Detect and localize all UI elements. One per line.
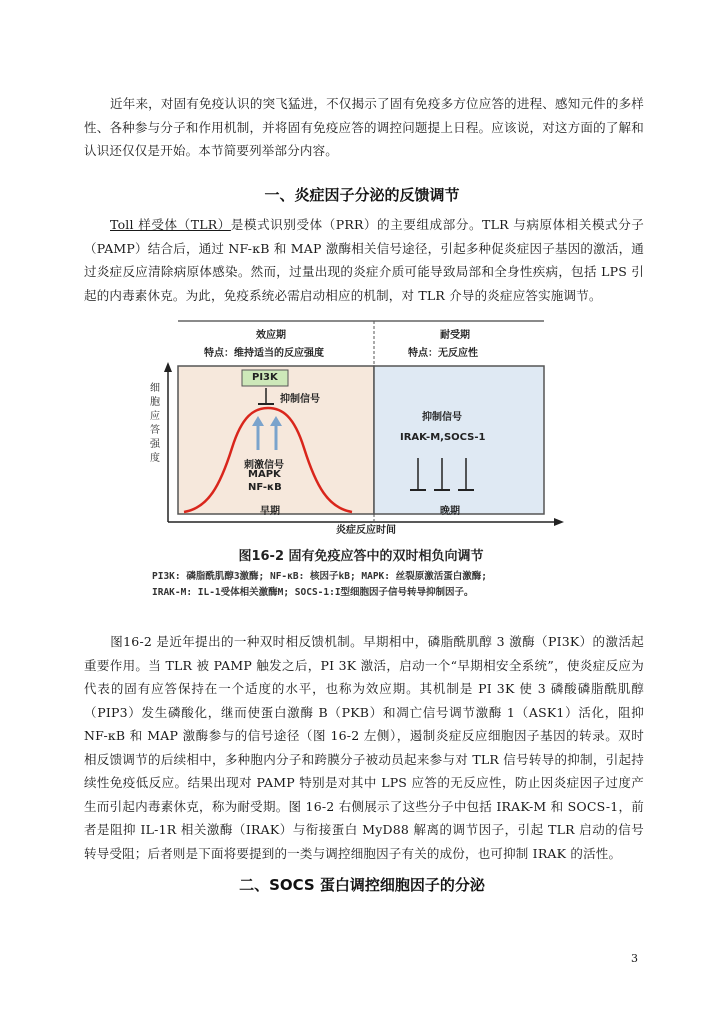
intro-text: 近年来，对固有免疫认识的突飞猛进，不仅揭示了固有免疫多方位应答的进程、感知元件的多样性、各种参与分子和作用机制，并将固有免疫应答的调控问题提上日程。应该说，对这方面的了解和认识还仅仅是开始。本节简要列举部分内容。 bbox=[84, 96, 644, 158]
x-axis-label: 炎症反应时间 bbox=[336, 525, 396, 536]
figure-abbreviations-1: PI3K: 磷脂酰肌醇3激酶; NF-κB: 核因子kB; MAPK: 丝裂原激活蛋白激酶; bbox=[152, 571, 487, 582]
mechanism-text: 图16-2 是近年提出的一种双时相反馈机制。早期相中，磷脂酰肌醇 3 激酶（PI3K）的激活起重要作用。当 TLR 被 PAMP 触发之后，PI 3K 激活，启动一个“早期相安全系统”，使炎症反应为代表的固有应答保持在一个适度的水平，也称为效应期。其机制是 PI 3K 使 3 磷酸磷脂酰肌醇（PIP3）发生磷酸化，继而使蛋白激酶 B（PKB）和凋亡信号调节激酶 1（ASK1）活化，阻抑 NF-κB 和 MAP 激酶参与的信号途径（图 16-2 左侧），遏制炎症反应细胞因子基因的转录。双时相反馈调节的后续相中，多种胞内分子和跨膜分子被动员起来参与对 TLR 信号转导的抑制，引起持续性免疫低反应。结果出现对 PAMP 特别是对其中 LPS 应答的无反应性，防止因炎症因子过度产生而引起内毒素休克，称为耐受期。图 16-2 右侧展示了这些分子中包括 IRAK-M 和 SOCS-1，前者是阻抑 IL-1R 相关激酶（IRAK）与衔接蛋白 MyD88 解离的调节因子，引起 TLR 启动的信号转导受阻；后者则是下面将要提到的一类与调控细胞因子有关的成份，也可抑制 IRAK 的活性。 bbox=[84, 634, 644, 861]
section-heading-2: 二、SOCS 蛋白调控细胞因子的分泌 bbox=[239, 876, 485, 894]
right-molecules: IRAK-M,SOCS-1 bbox=[400, 432, 486, 443]
stim-signal: 刺激信号 bbox=[244, 460, 284, 471]
figure-diagram bbox=[148, 318, 574, 608]
tlr-text: 是模式识别受体（PRR）的主要组成部分。TLR 与病原体相关模式分子（PAMP）结合后，通过 NF-κB 和 MAP 激酶相关信号途径，引起多种促炎症因子基因的激活，通过炎症反应清除病原体感染。然而，过量出现的炎症介质可能导致局部和全身性疾病，包括 LPS 引起的内毒素休克。为此，免疫系统必需启动相应的机制，对 TLR 介导的炎症应答实施调节。 bbox=[84, 217, 645, 303]
early-label: 早期 bbox=[260, 506, 280, 517]
nfkb-label: NF-κB bbox=[248, 482, 282, 493]
section-heading-1: 一、炎症因子分泌的反馈调节 bbox=[264, 186, 460, 204]
mapk-label: MAPK bbox=[248, 469, 281, 480]
figure-caption: 图16-2 固有免疫应答中的双时相负向调节 bbox=[238, 549, 484, 564]
late-label: 晚期 bbox=[440, 506, 460, 517]
pi3k-label: PI3K bbox=[252, 372, 278, 383]
page-number: 3 bbox=[631, 952, 638, 965]
right-feature-label: 特点：无反应性 bbox=[408, 348, 478, 359]
mechanism-paragraph bbox=[84, 630, 644, 865]
left-feature-label: 特点：维持适当的反应强度 bbox=[204, 348, 324, 359]
intro-paragraph bbox=[84, 92, 644, 163]
right-inhibit-signal: 抑制信号 bbox=[422, 412, 462, 423]
left-inhibit-signal: 抑制信号 bbox=[280, 394, 320, 405]
tlr-paragraph bbox=[84, 213, 644, 307]
right-period-label: 耐受期 bbox=[440, 330, 470, 341]
left-period-label: 效应期 bbox=[256, 330, 286, 341]
figure-16-2 bbox=[148, 318, 574, 608]
tlr-link[interactable]: Toll 样受体（TLR） bbox=[110, 217, 231, 232]
y-axis-label: 细胞应答强度 bbox=[150, 383, 160, 464]
figure-abbreviations-2: IRAK-M: IL-1受体相关激酶M; SOCS-1:I型细胞因子信号转导抑制因子。 bbox=[152, 587, 474, 598]
